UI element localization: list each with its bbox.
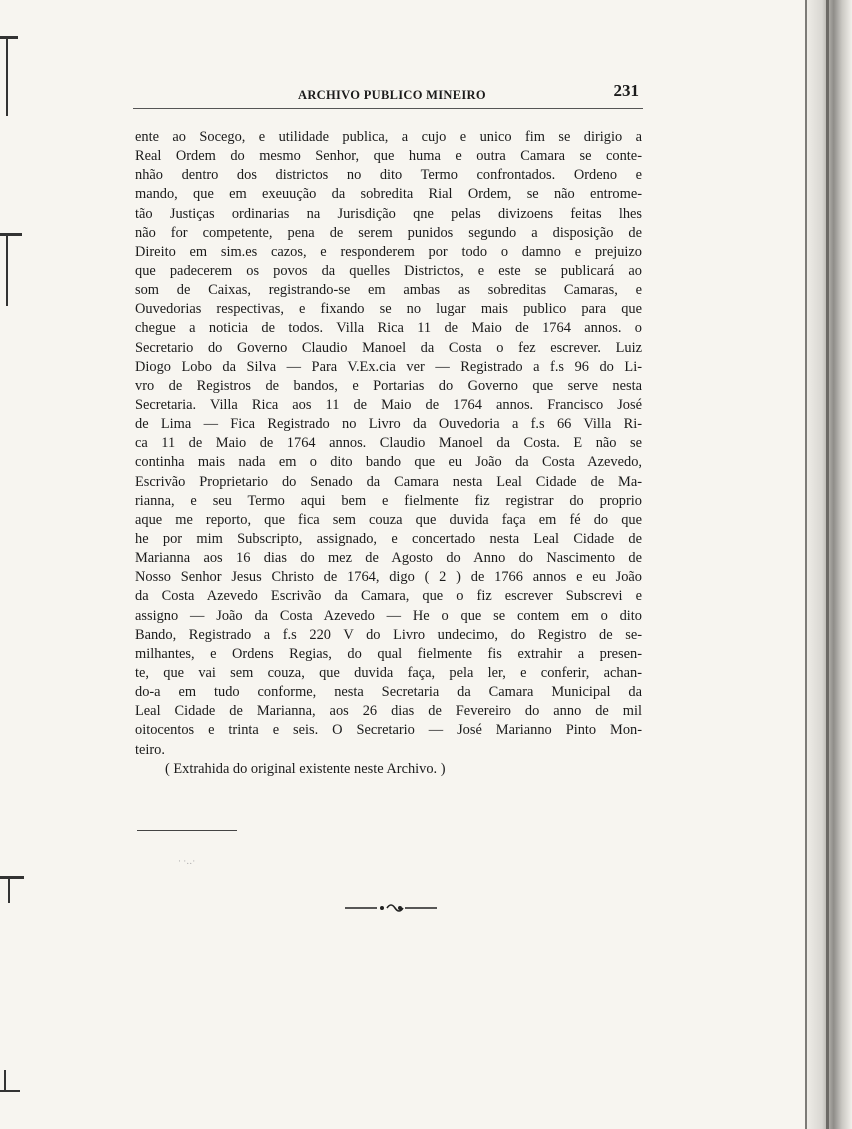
- page-edge-shadow: [806, 0, 852, 1129]
- text-line: mando, que em exeuução da sobredita Rial Ordem, se não entrome-: [135, 186, 642, 203]
- margin-mark: [0, 36, 18, 39]
- text-line: aque me reporto, que fica sem couza que duvida faça em fé do que: [135, 511, 642, 528]
- text-line: vro de Registros de bandos, e Portarias do Governo que serve nesta: [135, 377, 642, 394]
- text-line: que padecerem os povos da quelles Districtos, e este se publicará ao: [135, 262, 642, 279]
- footnote-rule: [137, 830, 237, 831]
- text-line: teiro.: [135, 741, 165, 758]
- text-line: não for competente, pena de serem punidos segundo a disposição de: [135, 224, 642, 241]
- text-line: do-a em tudo conforme, nesta Secretaria da Camara Municipal da: [135, 684, 642, 701]
- text-line: Escrivão Proprietario do Senado da Camara nesta Leal Cidade de Ma-: [135, 473, 642, 490]
- page-edge-line: [826, 0, 829, 1129]
- margin-mark: [8, 879, 10, 903]
- margin-mark: [0, 876, 24, 879]
- margin-mark: [0, 233, 22, 236]
- text-line: Marianna aos 16 dias do mez de Agosto do Anno do Nascimento de: [135, 550, 642, 567]
- page-number: 231: [613, 81, 639, 100]
- margin-mark: [6, 236, 8, 306]
- closing-ornament-icon: [345, 900, 437, 916]
- text-line: rianna, e seu Termo aqui bem e fielmente fiz registrar do proprio: [135, 492, 642, 509]
- text-line: Secretario do Governo Claudio Manoel da Costa o fez escrever. Luiz: [135, 339, 642, 356]
- text-line: continha mais nada em o dito bando que eu João da Costa Azevedo,: [135, 454, 642, 471]
- text-line: de Lima — Fica Registrado no Livro da Ouvedoria a f.s 66 Villa Ri-: [135, 416, 642, 433]
- ink-smudge: · ·‥·: [178, 856, 196, 866]
- source-note: ( Extrahida do original existente neste Archivo. ): [165, 760, 446, 777]
- text-line: assigno — João da Costa Azevedo — He o que se contem em o dito: [135, 607, 642, 624]
- text-line: he por mim Subscripto, assignado, e concertado nesta Leal Cidade de: [135, 530, 642, 547]
- text-line: Ouvedorias respectivas, e fixando se no lugar mais publico para que: [135, 301, 642, 318]
- text-line: Real Ordem do mesmo Senhor, que huma e outra Camara se conte-: [135, 148, 642, 165]
- text-line: som de Caixas, registrando-se em ambas as sobreditas Camaras, e: [135, 282, 642, 299]
- body-text: [135, 128, 642, 779]
- text-line: da Costa Azevedo Escrivão da Camara, que o fiz escrever Subscrevi e: [135, 588, 642, 605]
- margin-mark: [0, 1090, 20, 1092]
- text-line: Leal Cidade de Marianna, aos 26 dias de Fevereiro do anno de mil: [135, 703, 642, 720]
- text-line: Bando, Registrado a f.s 220 V do Livro undecimo, do Registro de se-: [135, 626, 642, 643]
- margin-mark: [6, 36, 8, 116]
- text-line: te, que vai sem couza, que duvida faça, pela ler, e conferir, achan-: [135, 664, 642, 681]
- text-line: Secretaria. Villa Rica aos 11 de Maio de 1764 annos. Francisco José: [135, 396, 642, 413]
- text-line: milhantes, e Ordens Regias, do qual fielmente fis extrahir a presen-: [135, 645, 642, 662]
- text-line: Nosso Senhor Jesus Christo de 1764, digo ( 2 ) de 1766 annos e eu João: [135, 569, 642, 586]
- text-line: oitocentos e trinta e seis. O Secretario — José Marianno Pinto Mon-: [135, 722, 642, 739]
- text-line: tão Justiças ordinarias na Jurisdição qne pelas divizoens feitas lhes: [135, 205, 642, 222]
- page-edge-line: [805, 0, 807, 1129]
- text-line: chegue a noticia de todos. Villa Rica 11 de Maio de 1764 annos. o: [135, 320, 642, 337]
- page-header: [133, 80, 643, 109]
- margin-mark: [4, 1070, 6, 1092]
- text-line: Diogo Lobo da Silva — Para V.Ex.cia ver — Registrado a f.s 96 do Li-: [135, 358, 642, 375]
- text-line: Direito em sim.es cazos, e responderem por todo o damno e prejuizo: [135, 243, 642, 260]
- text-line: ca 11 de Maio de 1764 annos. Claudio Manoel da Costa. E não se: [135, 435, 642, 452]
- text-line: nhão dentro dos districtos no dito Termo confrontados. Ordeno e: [135, 167, 642, 184]
- text-line: ente ao Socego, e utilidade publica, a cujo e unico fim se dirigio a: [135, 129, 642, 145]
- running-title: ARCHIVO PUBLICO MINEIRO: [298, 88, 486, 102]
